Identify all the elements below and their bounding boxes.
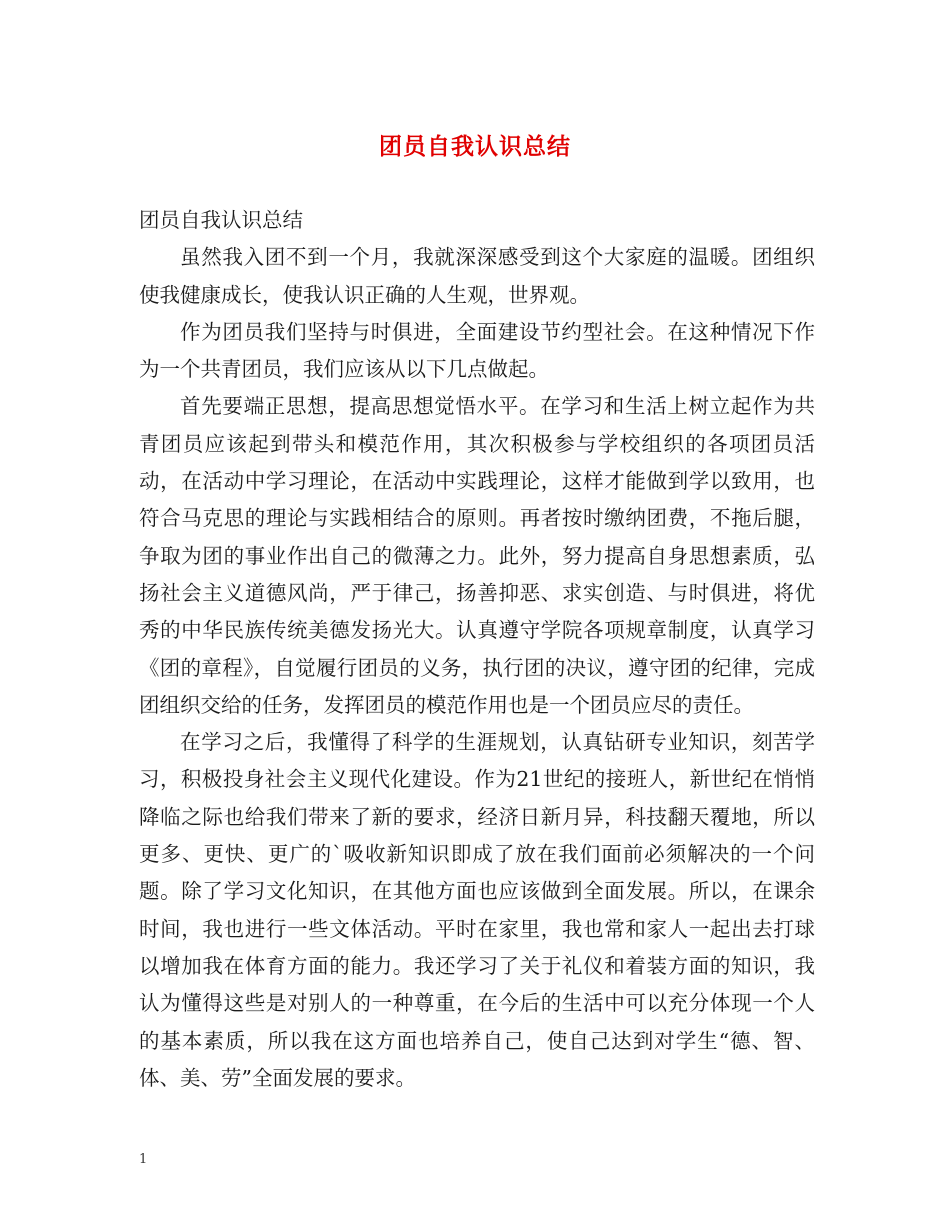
paragraph-1: 虽然我入团不到一个月，我就深深感受到这个大家庭的温暖。团组织使我健康成长，使我认识正确的人生观，世界观。 — [139, 245, 815, 307]
paragraph-3: 首先要端正思想，提高思想觉悟水平。在学习和生活上树立起作为共青团员应该起到带头和模范作用，其次积极参与学校组织的各项团员活动，在活动中学习理论，在活动中实践理论，这样才能做到学以致用，也符合马克思的理论与实践相结合的原则。再者按时缴纳团费，不拖后腿，争取为团的事业作出自己的微薄之力。此外，努力提高自身思想素质，弘扬社会主义道德风尚，严于律己，扬善抑恶、求实创造、与时俱进，将优秀的中华民族传统美德发扬光大。认真遵守学院各项规章制度，认真学习《团的章程》，自觉履行团员的义务，执行团的决议，遵守团的纪律，完成团组织交给的任务，发挥团员的模范作用也是一个团员应尽的责任。 — [139, 394, 815, 717]
document-body — [139, 202, 815, 1097]
paragraph-2: 作为团员我们坚持与时俱进，全面建设节约型社会。在这种情况下作为一个共青团员，我们应该从以下几点做起。 — [139, 319, 815, 382]
document-title: 团员自我认识总结 — [379, 133, 571, 160]
page-number: 1 — [139, 1152, 148, 1167]
body-heading: 团员自我认识总结 — [139, 208, 303, 232]
paragraph-4: 在学习之后，我懂得了科学的生涯规划，认真钻研专业知识，刻苦学习，积极投身社会主义现代化建设。作为21世纪的接班人，新世纪在悄悄降临之际也给我们带来了新的要求，经济日新月异，科技翻天覆地，所以更多、更快、更广的`吸收新知识即成了放在我们面前必须解决的一个问题。除了学习文化知识，在其他方面也应该做到全面发展。所以，在课余时间，我也进行一些文体活动。平时在家里，我也常和家人一起出去打球以增加我在体育方面的能力。我还学习了关于礼仪和着装方面的知识，我认为懂得这些是对别人的一种尊重，在今后的生活中可以充分体现一个人的基本素质，所以我在这方面也培养自己，使自己达到对学生“德、智、体、美、劳”全面发展的要求。 — [139, 730, 815, 1090]
